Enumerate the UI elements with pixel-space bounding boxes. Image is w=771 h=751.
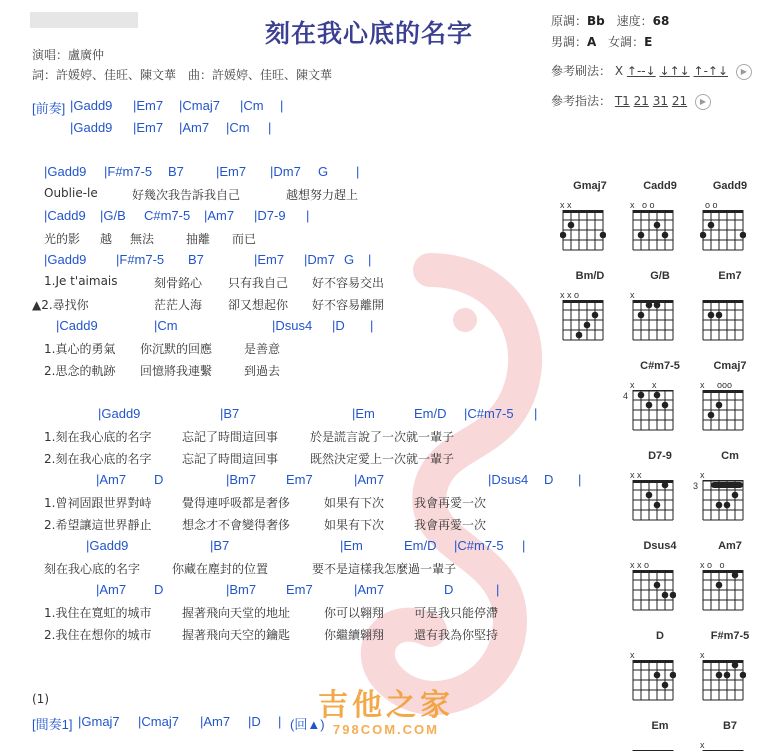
strum-pattern: ↑--↓: [626, 64, 656, 78]
chord-symbol: |: [522, 538, 526, 553]
fret-number: 4: [623, 391, 629, 401]
fretboard-grid: [700, 658, 746, 702]
lyric-text: 越想努力趕上: [286, 188, 359, 202]
lyric-text: 你藏在塵封的位置: [172, 562, 269, 576]
chord-diagram-name: Cmaj7: [713, 360, 747, 372]
chord-symbol: |Gadd9: [44, 164, 87, 179]
chord-diagram-name: Cm: [721, 450, 739, 462]
chord-symbol: Em/D: [404, 538, 437, 553]
finger-dot: [646, 402, 653, 409]
chord-symbol: |B7: [210, 538, 230, 553]
finger-dot: [708, 222, 715, 229]
chord-symbol: |: [268, 120, 272, 135]
finger-dot: [708, 412, 715, 419]
finger-dot: [716, 672, 723, 679]
chord-symbol: |Em7: [216, 164, 247, 179]
chord-diagram-name: Em: [651, 720, 669, 732]
open-mute-markers: x o o: [630, 200, 655, 210]
lyric-text: 如果有下次: [324, 496, 385, 510]
chord-diagram-name: D: [656, 630, 664, 642]
lyric-text: 光的影: [44, 232, 81, 246]
finger-dot: [716, 582, 723, 589]
lyric-text: 回憶將我連繫: [140, 364, 213, 378]
strum-pattern-row: 參考刷法： X ↑--↓ ↓↑↓ ↑-↑↓ ▶: [551, 62, 752, 80]
play-pick-icon[interactable]: ▶: [695, 94, 711, 110]
lyric-text: 想念才不會變得奢侈: [182, 518, 291, 532]
finger-dot: [670, 672, 676, 679]
chord-symbol: |Dm7: [304, 252, 335, 267]
chord-symbol: |: [370, 318, 374, 333]
lyric-text: 1.我住在寬虹的城市: [44, 606, 152, 620]
lyric-text: 好幾次我告訴我自己: [132, 188, 241, 202]
lyric-text: 於是謊言說了一次就一輩子: [310, 430, 455, 444]
chord-symbol: (回▲): [290, 717, 325, 732]
fret-nut: [563, 210, 603, 213]
chord-symbol: |B7: [220, 406, 240, 421]
finger-dot: [732, 572, 739, 579]
finger-dot: [724, 502, 731, 509]
chord-symbol: |Am7: [179, 120, 210, 135]
finger-dot: [670, 592, 676, 599]
lyric-text: 你繼續翱翔: [324, 628, 385, 642]
finger-dot: [662, 482, 669, 489]
chord-diagram-name: Em7: [718, 270, 742, 282]
fret-nut: [703, 480, 743, 482]
lyric-text: 1.刻在我心底的名字: [44, 430, 152, 444]
fretboard-grid: [700, 208, 746, 252]
fretboard-grid: [630, 298, 676, 342]
chord-diagram-name: B7: [722, 720, 738, 732]
chord-symbol: G: [318, 164, 329, 179]
strum-pattern: ↑-↑↓: [693, 64, 729, 78]
chord-symbol: |C#m7-5: [464, 406, 514, 421]
finger-dot: [654, 392, 661, 399]
chord-symbol: |Gadd9: [70, 120, 113, 135]
chord-symbol: [前奏]: [32, 101, 66, 116]
fretboard-grid: [700, 568, 746, 612]
chord-symbol: |Cadd9: [56, 318, 98, 333]
finger-dot: [600, 232, 606, 239]
chord-diagram-name: Bm/D: [575, 270, 605, 282]
chord-symbol: |C#m7-5: [454, 538, 504, 553]
lyric-text: 2.我住在想你的城市: [44, 628, 152, 642]
lyric-text: 還有我為你堅持: [414, 628, 499, 642]
chord-symbol: |Bm7: [226, 472, 257, 487]
chord-symbol: G: [344, 252, 355, 267]
chord-symbol: |Cmaj7: [179, 98, 220, 113]
lyric-text: 如果有下次: [324, 518, 385, 532]
lyric-text: 好不容易離開: [312, 298, 385, 312]
play-strum-icon[interactable]: ▶: [736, 64, 752, 80]
fretboard-grid: [630, 658, 676, 702]
lyric-text: 刻在我心底的名字: [44, 562, 141, 576]
chord-symbol: B7: [168, 164, 184, 179]
chord-symbol: |G/B: [100, 208, 126, 223]
chord-symbol: |Em: [340, 538, 363, 553]
fretboard-grid: [630, 478, 676, 522]
open-mute-markers: x: [700, 650, 705, 660]
chord-symbol: |D: [332, 318, 345, 333]
fretboard-grid: [700, 478, 746, 522]
chord-symbol: |: [368, 252, 372, 267]
lyric-text: 好不容易交出: [312, 276, 385, 290]
singer: 演唱：盧廣仲: [32, 48, 105, 62]
lyric-text: 只有我自己: [228, 276, 289, 290]
lyric-text: 2.刻在我心底的名字: [44, 452, 152, 466]
chord-diagram-name: C#m7-5: [640, 360, 680, 372]
finger-dot: [732, 662, 739, 669]
chord-symbol: D: [154, 472, 164, 487]
chord-symbol: |Cm: [226, 120, 250, 135]
finger-dot: [654, 302, 661, 309]
finger-dot: [646, 492, 653, 499]
chord-symbol: |: [280, 98, 284, 113]
lyric-text: 卻又想起你: [228, 298, 289, 312]
fret-number: 3: [693, 481, 699, 491]
open-mute-markers: x: [700, 740, 705, 750]
chord-symbol: D: [544, 472, 554, 487]
chord-symbol: Em7: [286, 472, 313, 487]
site-logo-watermark: 吉他之家 798COM.COM: [318, 688, 454, 737]
chord-symbol: |Gadd9: [86, 538, 129, 553]
finger-dot: [654, 502, 661, 509]
chord-symbol: |D7-9: [254, 208, 286, 223]
chord-symbol: |: [534, 406, 538, 421]
song-title: 刻在我心底的名字: [265, 19, 474, 48]
lyric-text: 2.希望讓這世界靜止: [44, 518, 152, 532]
open-mute-markers: x ooo: [700, 380, 733, 390]
lyric-text: 到過去: [244, 364, 281, 378]
lyric-text: 覺得連呼吸都是奢侈: [182, 496, 291, 510]
chord-diagram-name: G/B: [650, 270, 670, 282]
chord-symbol: |: [278, 714, 282, 729]
chord-symbol: |Cmaj7: [138, 714, 179, 729]
finger-dot: [638, 392, 645, 399]
pick-pattern-row: 參考指法： T1 21 31 21 ▶: [551, 92, 711, 110]
chord-symbol: |Gadd9: [44, 252, 87, 267]
finger-dot: [700, 232, 706, 239]
chord-diagram-name: Gmaj7: [573, 180, 607, 192]
chord-symbol: Em7: [286, 582, 313, 597]
chord-symbol: D: [154, 582, 164, 597]
lyric-text: 1.Je t'aimais: [44, 274, 118, 288]
fretboard-grid: [630, 568, 676, 612]
finger-dot: [576, 332, 583, 339]
barre-mark: [711, 482, 743, 488]
lyric-text: 握著飛向天堂的地址: [182, 606, 291, 620]
finger-dot: [724, 672, 731, 679]
logo-scribble: [30, 12, 138, 28]
chord-diagram-name: Cadd9: [643, 180, 677, 192]
finger-dot: [732, 492, 739, 499]
fretboard-grid: [630, 208, 676, 252]
orig-key: Bb: [587, 14, 605, 28]
chord-symbol: |Dsus4: [272, 318, 313, 333]
chord-symbol: |Am7: [204, 208, 235, 223]
finger-dot: [560, 232, 566, 239]
finger-dot: [638, 232, 645, 239]
open-mute-markers: x x: [630, 470, 642, 480]
finger-dot: [716, 402, 723, 409]
lyric-text: 1.真心的勇氣: [44, 342, 116, 356]
chord-diagram-name: Dsus4: [643, 540, 677, 552]
open-mute-markers: x: [630, 650, 635, 660]
chord-symbol: |: [496, 582, 500, 597]
finger-dot: [592, 312, 599, 319]
lyric-text: 茫茫人海: [154, 298, 203, 312]
fretboard-grid: [630, 388, 676, 432]
chord-symbol: C#m7-5: [144, 208, 191, 223]
chord-diagram-name: D7-9: [648, 450, 672, 462]
chord-symbol: D: [444, 582, 454, 597]
finger-dot: [662, 232, 669, 239]
finger-dot: [662, 682, 669, 689]
chord-symbol: |Gadd9: [70, 98, 113, 113]
chord-symbol: |Em: [352, 406, 375, 421]
finger-dot: [740, 232, 746, 239]
finger-dot: [662, 402, 669, 409]
lyric-text: 可是我只能停滯: [414, 606, 499, 620]
chord-symbol: |: [306, 208, 310, 223]
credits: 詞：許媛婷、佳旺、陳文華 曲：許媛婷、佳旺、陳文華: [32, 68, 333, 82]
chord-symbol: |Bm7: [226, 582, 257, 597]
chord-symbol: Em/D: [414, 406, 447, 421]
lyric-text: 刻骨銘心: [154, 276, 203, 290]
open-mute-markers: x: [700, 470, 705, 480]
chord-symbol: |Dsus4: [488, 472, 529, 487]
lyric-text: 我會再愛一次: [414, 518, 487, 532]
fretboard-grid: [700, 388, 746, 432]
finger-dot: [654, 672, 661, 679]
chord-symbol: |Em7: [133, 120, 164, 135]
open-mute-markers: x: [630, 290, 635, 300]
chord-symbol: |Am7: [354, 582, 385, 597]
fretboard-grid: [560, 298, 606, 342]
fret-nut: [703, 390, 743, 393]
lyric-text: 忘記了時間這回事: [182, 430, 279, 444]
fret-nut: [633, 570, 673, 573]
finger-dot: [646, 302, 653, 309]
chord-symbol: |Am7: [96, 472, 127, 487]
chord-symbol: |Cadd9: [44, 208, 86, 223]
lyric-text: 而已: [232, 232, 257, 246]
finger-dot: [638, 312, 645, 319]
fret-nut: [633, 210, 673, 213]
fret-nut: [633, 300, 673, 303]
fretboard-grid: [700, 298, 746, 342]
chord-symbol: |D: [248, 714, 261, 729]
fret-nut: [563, 300, 603, 303]
chord-symbol: |F#m7-5: [116, 252, 165, 267]
key-info-row2: 男調：A 女調：E: [551, 35, 653, 49]
open-mute-markers: x x o: [630, 560, 650, 570]
finger-dot: [568, 222, 575, 229]
male-key: A: [587, 35, 597, 49]
lyric-text: Oublie-le: [44, 186, 98, 200]
female-key: E: [644, 35, 653, 49]
fret-nut: [703, 300, 743, 303]
lyric-text: 握著飛向天空的鑰匙: [182, 628, 291, 642]
finger-dot: [716, 312, 723, 319]
tempo: 68: [652, 14, 670, 28]
lyric-text: 無法: [130, 232, 155, 246]
finger-dot: [662, 592, 669, 599]
lyric-text: 你可以翱翔: [324, 606, 385, 620]
lyric-text: 要不是這樣我怎麼過一輩子: [312, 562, 457, 576]
lyric-text: 2.思念的軌跡: [44, 364, 116, 378]
chord-symbol: |Am7: [354, 472, 385, 487]
chord-symbol: |Cm: [154, 318, 178, 333]
key-info-row1: 原調：Bb 速度：68: [551, 14, 670, 28]
open-mute-markers: x o o: [700, 560, 725, 570]
lyric-text: 1.曾祠固跟世界對峙: [44, 496, 152, 510]
open-mute-markers: o o: [700, 200, 718, 210]
finger-dot: [654, 222, 661, 229]
fret-nut: [633, 390, 673, 392]
lyric-text: 是善意: [244, 342, 281, 356]
chord-symbol: |F#m7-5: [104, 164, 153, 179]
chord-symbol: |: [578, 472, 582, 487]
lyric-text: 抽離: [186, 232, 211, 246]
chord-symbol: |: [356, 164, 360, 179]
chord-symbol: |Em7: [133, 98, 164, 113]
chord-diagram-name: F#m7-5: [710, 630, 750, 642]
lyric-text: 越: [100, 232, 113, 246]
strum-pattern: ↓↑↓: [659, 64, 690, 78]
chord-symbol: B7: [188, 252, 204, 267]
finger-dot: [716, 502, 723, 509]
chord-symbol: |Am7: [96, 582, 127, 597]
chord-symbol: |Dm7: [270, 164, 301, 179]
chord-symbol: [間奏1]: [32, 717, 73, 732]
finger-dot: [584, 322, 591, 329]
finger-dot: [654, 582, 661, 589]
lyric-text: ▲2.尋找你: [32, 298, 89, 312]
open-mute-markers: x x o: [560, 290, 580, 300]
lyric-text: 既然決定愛上一次就一輩子: [310, 452, 455, 466]
finger-dot: [740, 672, 746, 679]
chord-symbol: |Gadd9: [98, 406, 141, 421]
fret-nut: [703, 210, 743, 213]
chord-diagram-name: Gadd9: [712, 180, 748, 192]
lyric-text: (1): [32, 692, 49, 706]
fret-nut: [633, 660, 673, 663]
lyric-text: 忘記了時間這回事: [182, 452, 279, 466]
finger-dot: [708, 312, 715, 319]
open-mute-markers: x x: [560, 200, 577, 210]
seahorse-watermark: [280, 250, 580, 730]
lyric-text: 你沉默的回應: [140, 342, 213, 356]
chord-symbol: |Am7: [200, 714, 231, 729]
chord-diagram-name: Am7: [718, 540, 742, 552]
fretboard-grid: [560, 208, 606, 252]
chord-symbol: |Cm: [240, 98, 264, 113]
chord-symbol: |Gmaj7: [78, 714, 120, 729]
lyric-text: 我會再愛一次: [414, 496, 487, 510]
open-mute-markers: x x: [630, 380, 657, 390]
chord-symbol: |Em7: [254, 252, 285, 267]
